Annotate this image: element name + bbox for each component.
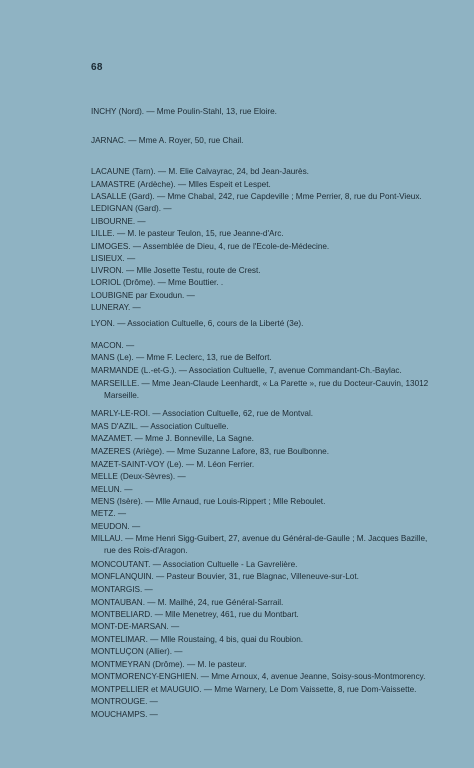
- directory-entry: [91, 609, 436, 621]
- entry-text: MENS (Isère). — Mlle Arnaud, rue Louis-Rippert ; Mlle Reboulet.: [91, 497, 326, 506]
- directory-entry: [91, 408, 436, 420]
- entry-text: MAZERES (Ariège). — Mme Suzanne Lafore, 83, rue Boulbonne.: [91, 447, 330, 456]
- directory-entry: [91, 277, 436, 289]
- entry-text: MARMANDE (L.-et-G.). — Association Cultuelle, 7, avenue Commandant-Ch.-Baylac.: [91, 366, 402, 375]
- directory-entry: [91, 378, 436, 402]
- directory-entry: [91, 302, 436, 314]
- directory-entry: [91, 228, 436, 240]
- entry-text: MONTELIMAR. — Mlle Roustaing, 4 bis, quai du Roubion.: [91, 635, 304, 644]
- directory-entry: [91, 106, 436, 118]
- entry-text: MOUCHAMPS. —: [91, 710, 158, 719]
- entry-text: MELUN. —: [91, 485, 133, 494]
- entry-text: LOUBIGNE par Exoudun. —: [91, 291, 195, 300]
- directory-entry: [91, 521, 436, 533]
- directory-entry: [91, 508, 436, 520]
- entry-text: MANS (Le). — Mme F. Leclerc, 13, rue de Belfort.: [91, 353, 272, 362]
- directory-entry: [91, 496, 436, 508]
- entry-text: MONTMEYRAN (Drôme). — M. le pasteur.: [91, 660, 247, 669]
- directory-entry: [91, 290, 436, 302]
- directory-entry: [91, 265, 436, 277]
- directory-entry: [91, 696, 436, 708]
- directory-entry: [91, 253, 436, 265]
- directory-entry: [91, 241, 436, 253]
- entry-text: MONTPELLIER et MAUGUIO. — Mme Warnery, Le Dom Vaissette, 8, rue Dom-Vaissette.: [91, 685, 417, 694]
- entry-text: MEUDON. —: [91, 522, 141, 531]
- entry-text: LYON. — Association Cultuelle, 6, cours de la Liberté (3e).: [91, 319, 304, 328]
- directory-entry: [91, 671, 436, 683]
- directory-entry: [91, 433, 436, 445]
- directory-entry: [91, 340, 436, 352]
- directory-entry: [91, 365, 436, 377]
- entry-text: MONFLANQUIN. — Pasteur Bouvier, 31, rue Blagnac, Villeneuve-sur-Lot.: [91, 572, 359, 581]
- entry-continuation: Marseille.: [104, 391, 140, 400]
- directory-entry: [91, 533, 436, 557]
- directory-entry: [91, 318, 436, 330]
- entry-text: METZ. —: [91, 509, 127, 518]
- entry-text: MONT-DE-MARSAN. —: [91, 622, 180, 631]
- directory-entry: [91, 584, 436, 596]
- entry-text: MARLY-LE-ROI. — Association Cultuelle, 62, rue de Montval.: [91, 409, 314, 418]
- entry-continuation: rue des Rois-d'Aragon.: [104, 546, 188, 555]
- entry-text: MILLAU. — Mme Henri Sigg-Guibert, 27, avenue du Général-de-Gaulle ; M. Jacques Bazille,: [91, 534, 428, 543]
- entry-text: LIBOURNE. —: [91, 217, 146, 226]
- directory-entry: [91, 135, 436, 147]
- directory-entry: [91, 597, 436, 609]
- directory-entry: [91, 571, 436, 583]
- entry-text: INCHY (Nord). — Mme Poulin-Stahl, 13, rue Eloire.: [91, 107, 277, 116]
- entry-text: LISIEUX. —: [91, 254, 136, 263]
- directory-entry: [91, 459, 436, 471]
- directory-entry: [91, 179, 436, 191]
- entry-text: LORIOL (Drôme). — Mme Bouttier. .: [91, 278, 224, 287]
- directory-entry: [91, 191, 436, 203]
- entry-text: MELLE (Deux-Sèvres). —: [91, 472, 186, 481]
- entry-text: MONTMORENCY-ENGHIEN. — Mme Arnoux, 4, avenue Jeanne, Soisy-sous-Montmorency.: [91, 672, 426, 681]
- entry-text: MAS D'AZIL. — Association Cultuelle.: [91, 422, 229, 431]
- entry-text: MONTAUBAN. — M. Mailhé, 24, rue Général-Sarrail.: [91, 598, 284, 607]
- entry-text: LIMOGES. — Assemblée de Dieu, 4, rue de l'Ecole-de-Médecine.: [91, 242, 330, 251]
- entry-text: MARSEILLE. — Mme Jean-Claude Leenhardt, « La Parette », rue du Docteur-Cauvin, 13012: [91, 379, 429, 388]
- entry-text: LUNERAY. —: [91, 303, 141, 312]
- directory-entry: [91, 166, 436, 178]
- entry-text: MONTROUGE. —: [91, 697, 158, 706]
- directory-entry: [91, 421, 436, 433]
- directory-entry: [91, 684, 436, 696]
- entry-text: JARNAC. — Mme A. Royer, 50, rue Chail.: [91, 136, 244, 145]
- entry-text: MONTARGIS. —: [91, 585, 153, 594]
- directory-entry: [91, 659, 436, 671]
- entry-text: LAMASTRE (Ardèche). — Mlles Espeit et Lespet.: [91, 180, 271, 189]
- directory-entry: [91, 471, 436, 483]
- entry-text: MACON. —: [91, 341, 135, 350]
- directory-entry: [91, 709, 436, 721]
- entry-text: MONTLUÇON (Allier). —: [91, 647, 183, 656]
- entry-text: LACAUNE (Tarn). — M. Elie Calvayrac, 24, bd Jean-Jaurès.: [91, 167, 309, 176]
- entry-text: LILLE. — M. le pasteur Teulon, 15, rue Jeanne-d'Arc.: [91, 229, 284, 238]
- entry-text: LASALLE (Gard). — Mme Chabal, 242, rue Capdeville ; Mme Perrier, 8, rue du Pont-Vieux.: [91, 192, 422, 201]
- directory-entry: [91, 634, 436, 646]
- page-number: 68: [91, 62, 103, 73]
- directory-entry: [91, 484, 436, 496]
- entry-text: MAZET-SAINT-VOY (Le). — M. Léon Ferrier.: [91, 460, 255, 469]
- directory-entry: [91, 352, 436, 364]
- entry-text: MONCOUTANT. — Association Cultuelle - La Gavrelière.: [91, 560, 298, 569]
- directory-entry: [91, 216, 436, 228]
- entry-text: LEDIGNAN (Gard). —: [91, 204, 172, 213]
- directory-entry: [91, 646, 436, 658]
- entry-text: MAZAMET. — Mme J. Bonneville, La Sagne.: [91, 434, 254, 443]
- directory-entry: [91, 559, 436, 571]
- entry-text: LIVRON. — Mlle Josette Testu, route de Crest.: [91, 266, 261, 275]
- directory-entry: [91, 446, 436, 458]
- directory-entry: [91, 203, 436, 215]
- directory-entry: [91, 621, 436, 633]
- entry-text: MONTBELIARD. — Mlle Menetrey, 461, rue du Montbart.: [91, 610, 299, 619]
